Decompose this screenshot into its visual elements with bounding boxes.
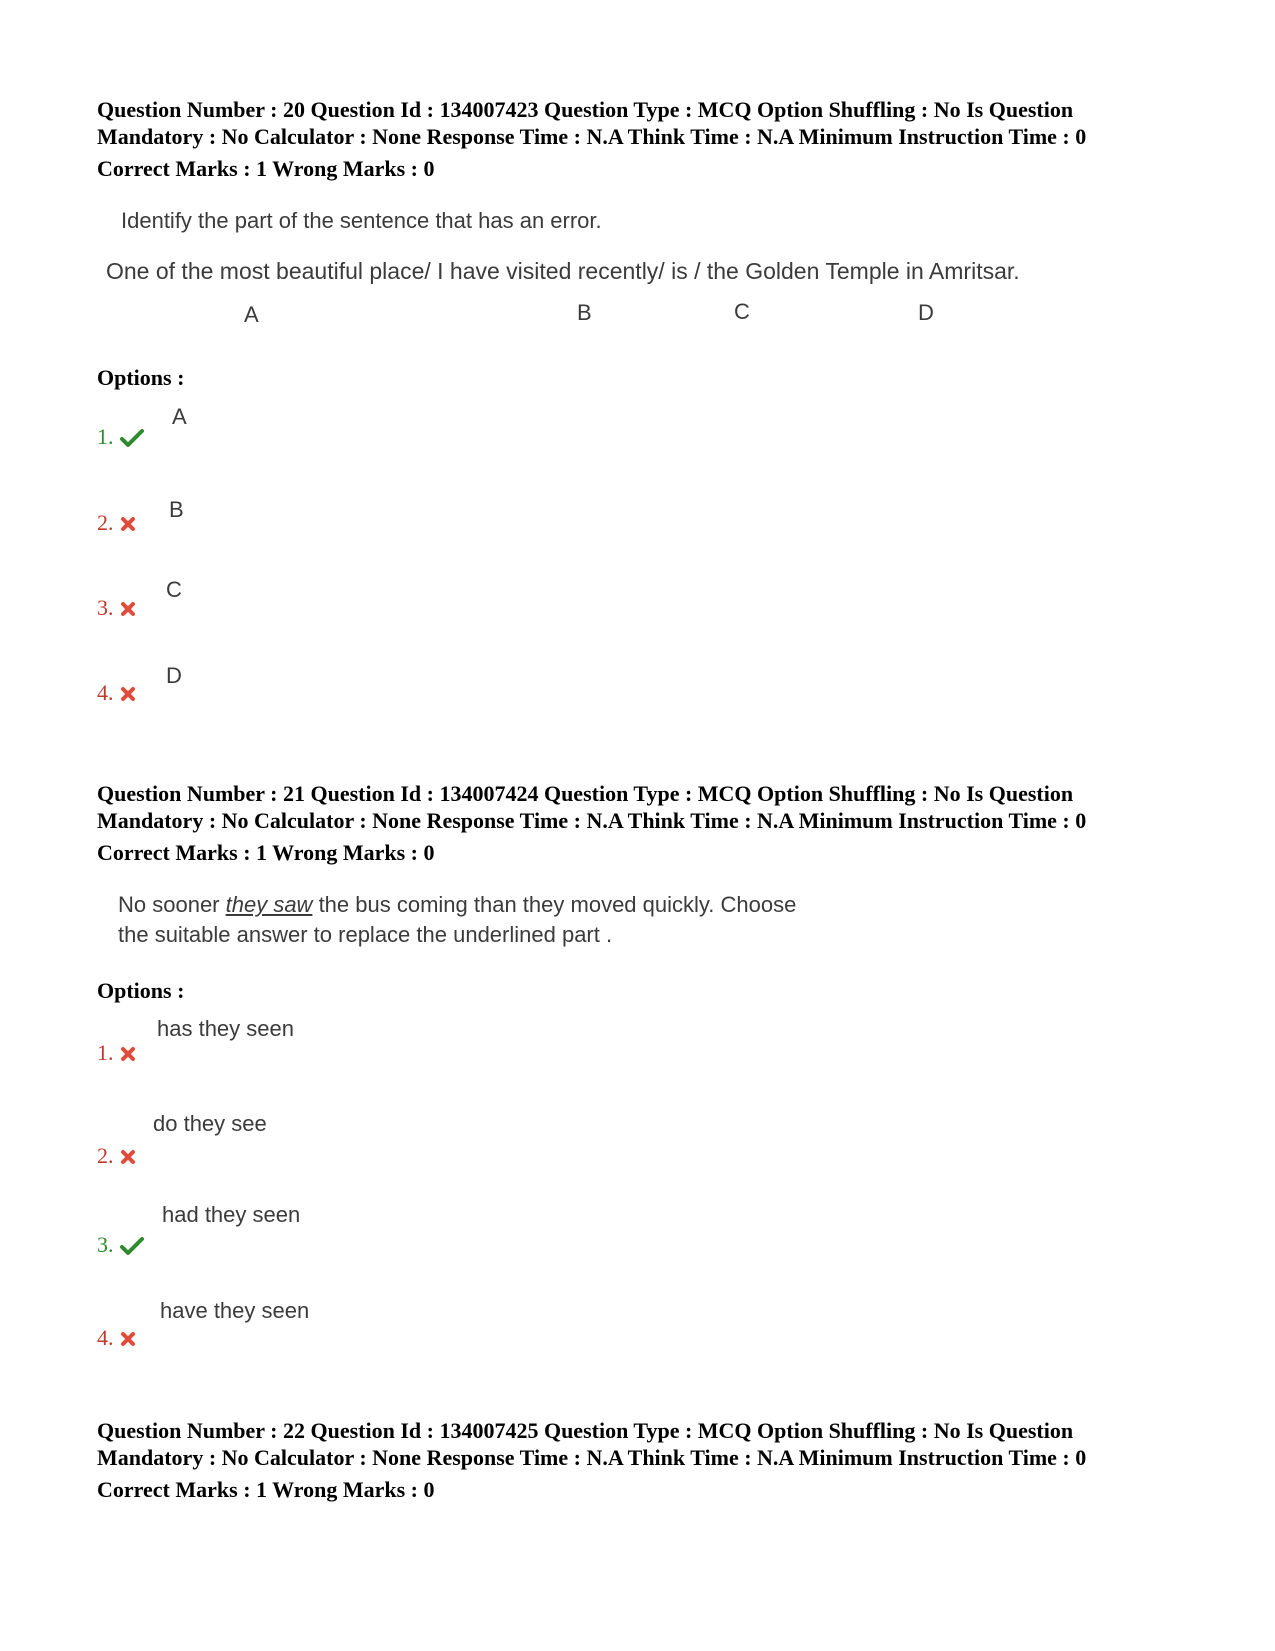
question-21-prompt <box>118 892 796 918</box>
prompt-after: the bus coming than they moved quickly. Choose <box>312 892 797 917</box>
q20-option-3[interactable] <box>97 595 136 622</box>
check-icon <box>120 428 144 453</box>
question-20-prompt: Identify the part of the sentence that has an error. <box>121 208 602 233</box>
question-21-meta <box>97 780 1207 866</box>
q20-option-2-text: B <box>169 497 184 522</box>
meta-line-2: Mandatory : No Calculator : None Response Time : N.A Think Time : N.A Minimum Instruction Time : 0 <box>97 1445 1087 1470</box>
option-number: 1. <box>97 424 114 449</box>
q20-option-1-text: A <box>172 404 187 429</box>
option-number: 2. <box>97 1143 114 1168</box>
check-icon <box>120 1236 144 1261</box>
question-20-meta <box>97 96 1207 182</box>
cross-icon <box>120 516 136 537</box>
option-number: 1. <box>97 1040 114 1065</box>
q21-option-2-text: do they see <box>153 1111 267 1136</box>
cross-icon <box>120 686 136 707</box>
option-number: 2. <box>97 510 114 535</box>
question-21-prompt-line-2: the suitable answer to replace the underlined part . <box>118 922 613 947</box>
q20-option-1[interactable] <box>97 424 144 453</box>
q21-option-4-text: have they seen <box>160 1298 310 1323</box>
cross-icon <box>120 1149 136 1170</box>
option-number: 4. <box>97 680 114 705</box>
option-number: 4. <box>97 1325 114 1350</box>
meta-line-2: Mandatory : No Calculator : None Response Time : N.A Think Time : N.A Minimum Instruction Time : 0 <box>97 808 1087 833</box>
q21-option-1-text: has they seen <box>157 1016 294 1041</box>
q20-option-2[interactable] <box>97 510 136 537</box>
meta-line-3: Correct Marks : 1 Wrong Marks : 0 <box>97 156 435 181</box>
meta-line-1: Question Number : 20 Question Id : 134007423 Question Type : MCQ Option Shuffling : No Is Question <box>97 97 1074 122</box>
q20-option-4-text: D <box>166 663 182 688</box>
q20-option-4[interactable] <box>97 680 136 707</box>
option-number: 3. <box>97 595 114 620</box>
q21-option-4[interactable] <box>97 1325 136 1352</box>
part-label-b: B <box>577 300 592 325</box>
q21-option-2[interactable] <box>97 1143 136 1170</box>
q21-option-3-text: had they seen <box>162 1202 301 1227</box>
cross-icon <box>120 1331 136 1352</box>
question-22-meta <box>97 1417 1207 1503</box>
meta-line-1: Question Number : 21 Question Id : 134007424 Question Type : MCQ Option Shuffling : No Is Question <box>97 781 1074 806</box>
meta-line-2: Mandatory : No Calculator : None Response Time : N.A Think Time : N.A Minimum Instruction Time : 0 <box>97 124 1087 149</box>
part-label-c: C <box>734 299 750 324</box>
cross-icon <box>120 601 136 622</box>
meta-line-3: Correct Marks : 1 Wrong Marks : 0 <box>97 1477 435 1502</box>
underlined-phrase: they saw <box>225 892 313 917</box>
meta-line-3: Correct Marks : 1 Wrong Marks : 0 <box>97 840 435 865</box>
q21-option-1[interactable] <box>97 1040 136 1067</box>
option-number: 3. <box>97 1232 114 1257</box>
part-label-d: D <box>918 300 934 325</box>
part-label-a: A <box>244 302 259 327</box>
q21-option-3[interactable] <box>97 1232 144 1261</box>
question-20-sentence: One of the most beautiful place/ I have visited recently/ is / the Golden Temple in Amritsar. <box>106 258 1020 284</box>
question-21-options-label: Options : <box>97 978 185 1003</box>
question-20-options-label: Options : <box>97 365 185 390</box>
prompt-before: No sooner <box>118 892 226 917</box>
cross-icon <box>120 1046 136 1067</box>
q20-option-3-text: C <box>166 577 182 602</box>
meta-line-1: Question Number : 22 Question Id : 134007425 Question Type : MCQ Option Shuffling : No Is Question <box>97 1418 1074 1443</box>
